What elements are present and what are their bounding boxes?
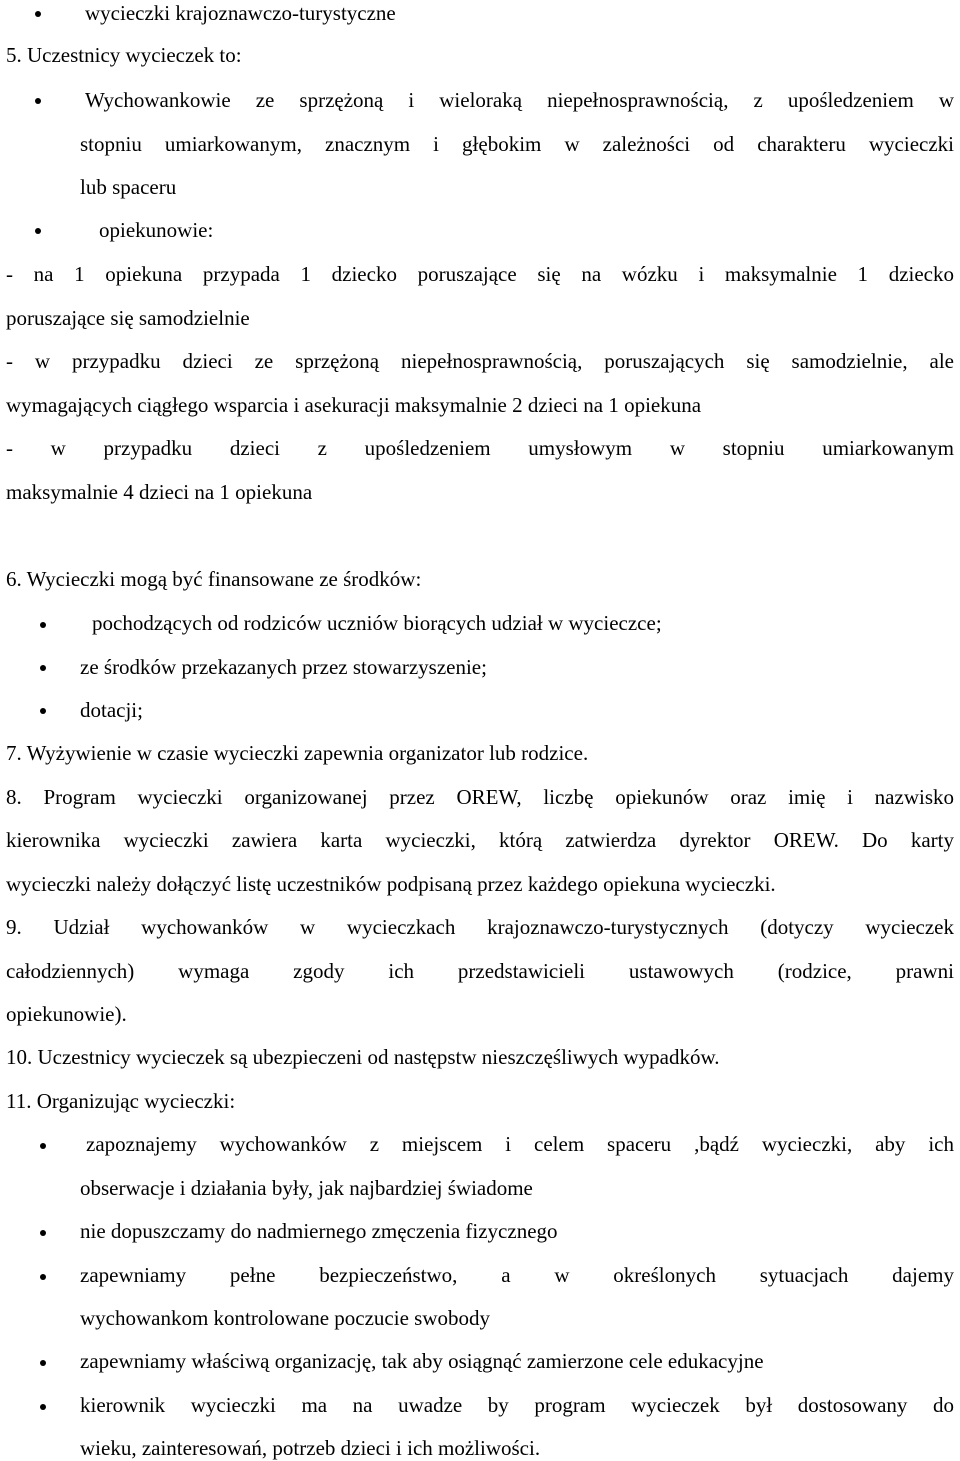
text-line: - w przypadku dzieci ze sprzężoną niepełnosprawnością, poruszających się samodzielnie, ale: [6, 349, 954, 373]
text-line: poruszające się samodzielnie: [6, 306, 250, 330]
text-line: 7. Wyżywienie w czasie wycieczki zapewnia organizator lub rodzice.: [6, 741, 589, 765]
text-line: stopniu umiarkowanym, znacznym i głębokim w zależności od charakteru wycieczki: [80, 132, 954, 156]
text-line: Wychowankowie ze sprzężoną i wieloraką niepełnosprawnością, z upośledzeniem w: [85, 88, 954, 112]
text-line: zapoznajemy wychowanków z miejscem i celem spaceru ,bądź wycieczki, aby ich: [86, 1132, 954, 1156]
text-line: kierownik wycieczki ma na uwadze by program wycieczek był dostosowany do: [80, 1393, 954, 1417]
text-line: opiekunowie:: [99, 218, 214, 242]
bullet-icon: [40, 1404, 46, 1410]
bullet-icon: [40, 622, 46, 628]
text-line: opiekunowie).: [6, 1002, 127, 1026]
text-line: - na 1 opiekuna przypada 1 dziecko poruszające się na wózku i maksymalnie 1 dziecko: [6, 262, 954, 286]
bullet-icon: [40, 1230, 46, 1236]
bullet-icon: [35, 11, 41, 17]
text-line: pochodzących od rodziców uczniów biorących udział w wycieczce;: [92, 611, 662, 635]
text-line: 5. Uczestnicy wycieczek to:: [6, 43, 242, 67]
bullet-icon: [40, 708, 46, 714]
text-line: 11. Organizując wycieczki:: [6, 1089, 236, 1113]
bullet-icon: [35, 228, 41, 234]
bullet-icon: [40, 1360, 46, 1366]
text-line: 10. Uczestnicy wycieczek są ubezpieczeni od następstw nieszczęśliwych wypadków.: [6, 1045, 720, 1069]
bullet-icon: [40, 1274, 46, 1280]
text-line: dotacji;: [80, 698, 143, 722]
text-line: 8. Program wycieczki organizowanej przez OREW, liczbę opiekunów oraz imię i nazwisko: [6, 785, 954, 809]
text-line: 9. Udział wychowanków w wycieczkach krajoznawczo-turystycznych (dotyczy wycieczek: [6, 915, 954, 939]
text-line: 6. Wycieczki mogą być finansowane ze środków:: [6, 567, 422, 591]
text-line: kierownika wycieczki zawiera karta wycieczki, którą zatwierdza dyrektor OREW. Do karty: [6, 828, 954, 852]
text-line: wieku, zainteresowań, potrzeb dzieci i ich możliwości.: [80, 1436, 541, 1460]
text-line: - w przypadku dzieci z upośledzeniem umysłowym w stopniu umiarkowanym: [6, 436, 954, 460]
bullet-icon: [40, 665, 46, 671]
text-line: zapewniamy pełne bezpieczeństwo, a w określonych sytuacjach dajemy: [80, 1263, 954, 1287]
text-line: wycieczki należy dołączyć listę uczestników podpisaną przez każdego opiekuna wycieczki.: [6, 872, 776, 896]
text-line: obserwacje i działania były, jak najbardziej świadome: [80, 1176, 533, 1200]
bullet-icon: [35, 98, 41, 104]
bullet-icon: [40, 1143, 46, 1149]
text-line: wycieczki krajoznawczo-turystyczne: [85, 1, 396, 25]
text-line: wychowankom kontrolowane poczucie swobody: [80, 1306, 490, 1330]
text-line: maksymalnie 4 dzieci na 1 opiekuna: [6, 480, 313, 504]
text-line: nie dopuszczamy do nadmiernego zmęczenia fizycznego: [80, 1219, 558, 1243]
text-line: zapewniamy właściwą organizację, tak aby osiągnąć zamierzone cele edukacyjne: [80, 1349, 764, 1373]
text-line: ze środków przekazanych przez stowarzyszenie;: [80, 655, 487, 679]
text-line: lub spaceru: [80, 175, 177, 199]
text-line: wymagających ciągłego wsparcia i asekuracji maksymalnie 2 dzieci na 1 opiekuna: [6, 393, 702, 417]
text-line: całodziennych) wymaga zgody ich przedstawicieli ustawowych (rodzice, prawni: [6, 959, 954, 983]
